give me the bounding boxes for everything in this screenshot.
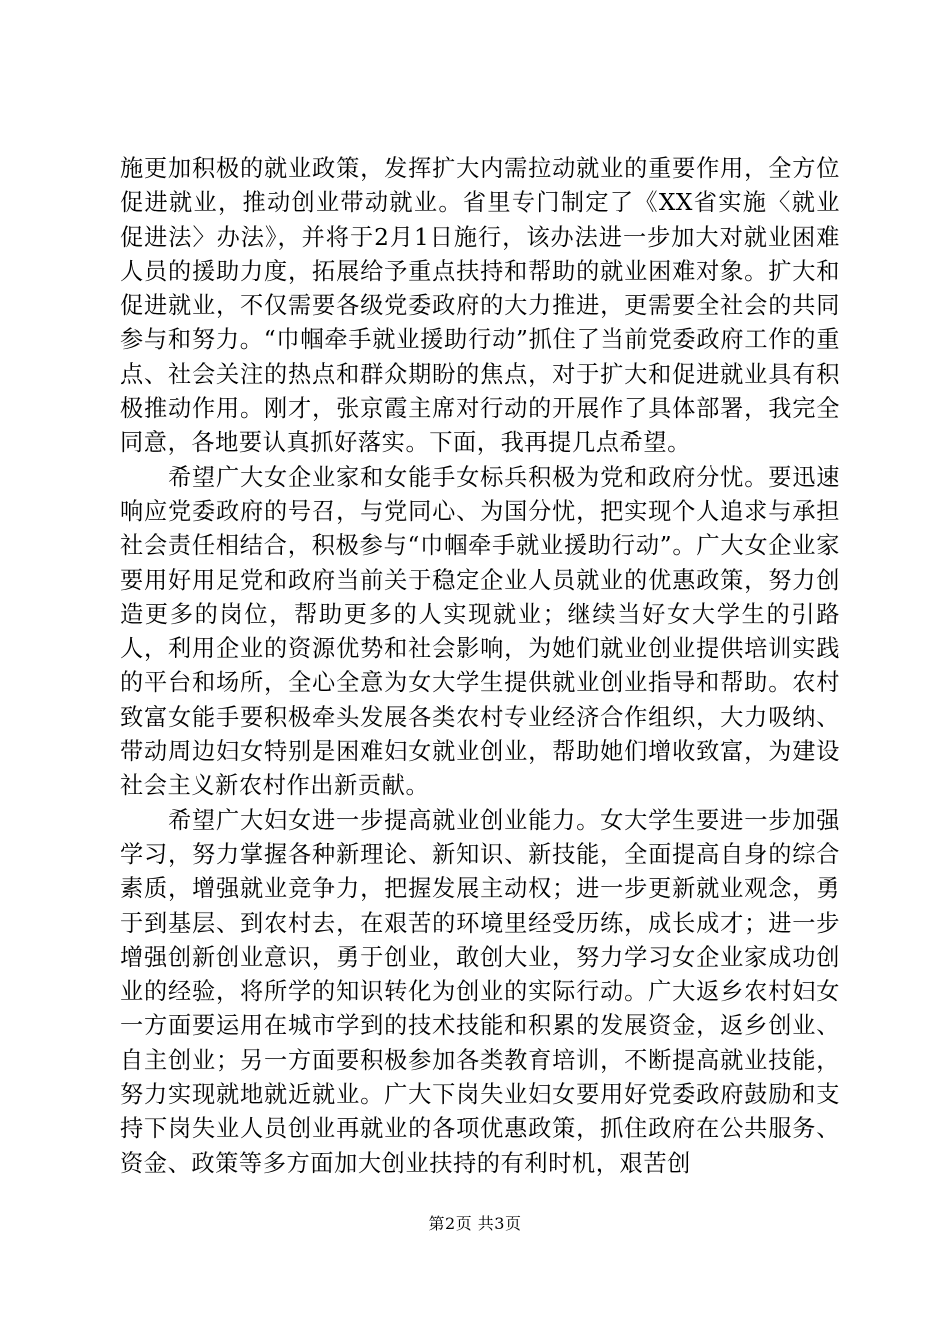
page-footer: 第2页 共3页 bbox=[428, 1214, 522, 1233]
paragraph-women-entrepreneurs: 希望广大女企业家和女能手女标兵积极为党和政府分忧。要迅速响应党委政府的号召，与党同心、为国分忧，把实现个人追求与承担社会责任相结合，积极参与“巾帼牵手就业援助行动”。广大女企业家要用好用足党和政府当前关于稳定企业人员就业的优惠政策，努力创造更多的岗位，帮助更多的人实现就业；继续当好女大学生的引路人，利用企业的资源优势和社会影响，为她们就业创业提供培训实践的平台和场所，全心全意为女大学生提供就业创业指导和帮助。农村致富女能手要积极牵头发展各类农村专业经济合作组织，大力吸纳、带动周边妇女特别是困难妇女就业创业，帮助她们增收致富，为建设社会主义新农村作出新贡献。 bbox=[120, 463, 840, 800]
paragraph-continued: 施更加积极的就业政策，发挥扩大内需拉动就业的重要作用，全方位促进就业，推动创业带动就业。省里专门制定了《XX省实施〈就业促进法〉办法》，并将于2月1日施行，该办法进一步加大对就业困难人员的援助力度，拓展给予重点扶持和帮助的就业困难对象。扩大和促进就业，不仅需要各级党委政府的大力推进，更需要全社会的共同参与和努力。“巾帼牵手就业援助行动”抓住了当前党委政府工作的重点、社会关注的热点和群众期盼的焦点，对于扩大和促进就业具有积极推动作用。刚才，张京霞主席对行动的开展作了具体部署，我完全同意，各地要认真抓好落实。下面，我再提几点希望。 bbox=[120, 155, 840, 457]
document-body bbox=[120, 152, 840, 1181]
paragraph-improve-employment-ability: 希望广大妇女进一步提高就业创业能力。女大学生要进一步加强学习，努力掌握各种新理论、新知识、新技能，全面提高自身的综合素质，增强就业竞争力，把握发展主动权；进一步更新就业观念，勇于到基层、到农村去，在艰苦的环境里经受历练，成长成才；进一步增强创新创业意识，勇于创业，敢创大业，努力学习女企业家成功创业的经验，将所学的知识转化为创业的实际行动。广大返乡农村妇女一方面要运用在城市学到的技术技能和积累的发展资金，返乡创业、自主创业；另一方面要积极参加各类教育培训，不断提高就业技能，努力实现就地就近就业。广大下岗失业妇女要用好党委政府鼓励和支持下岗失业人员创业再就业的各项优惠政策，抓住政府在公共服务、资金、政策等多方面加大创业扶持的有利时机，艰苦创 bbox=[120, 806, 840, 1177]
